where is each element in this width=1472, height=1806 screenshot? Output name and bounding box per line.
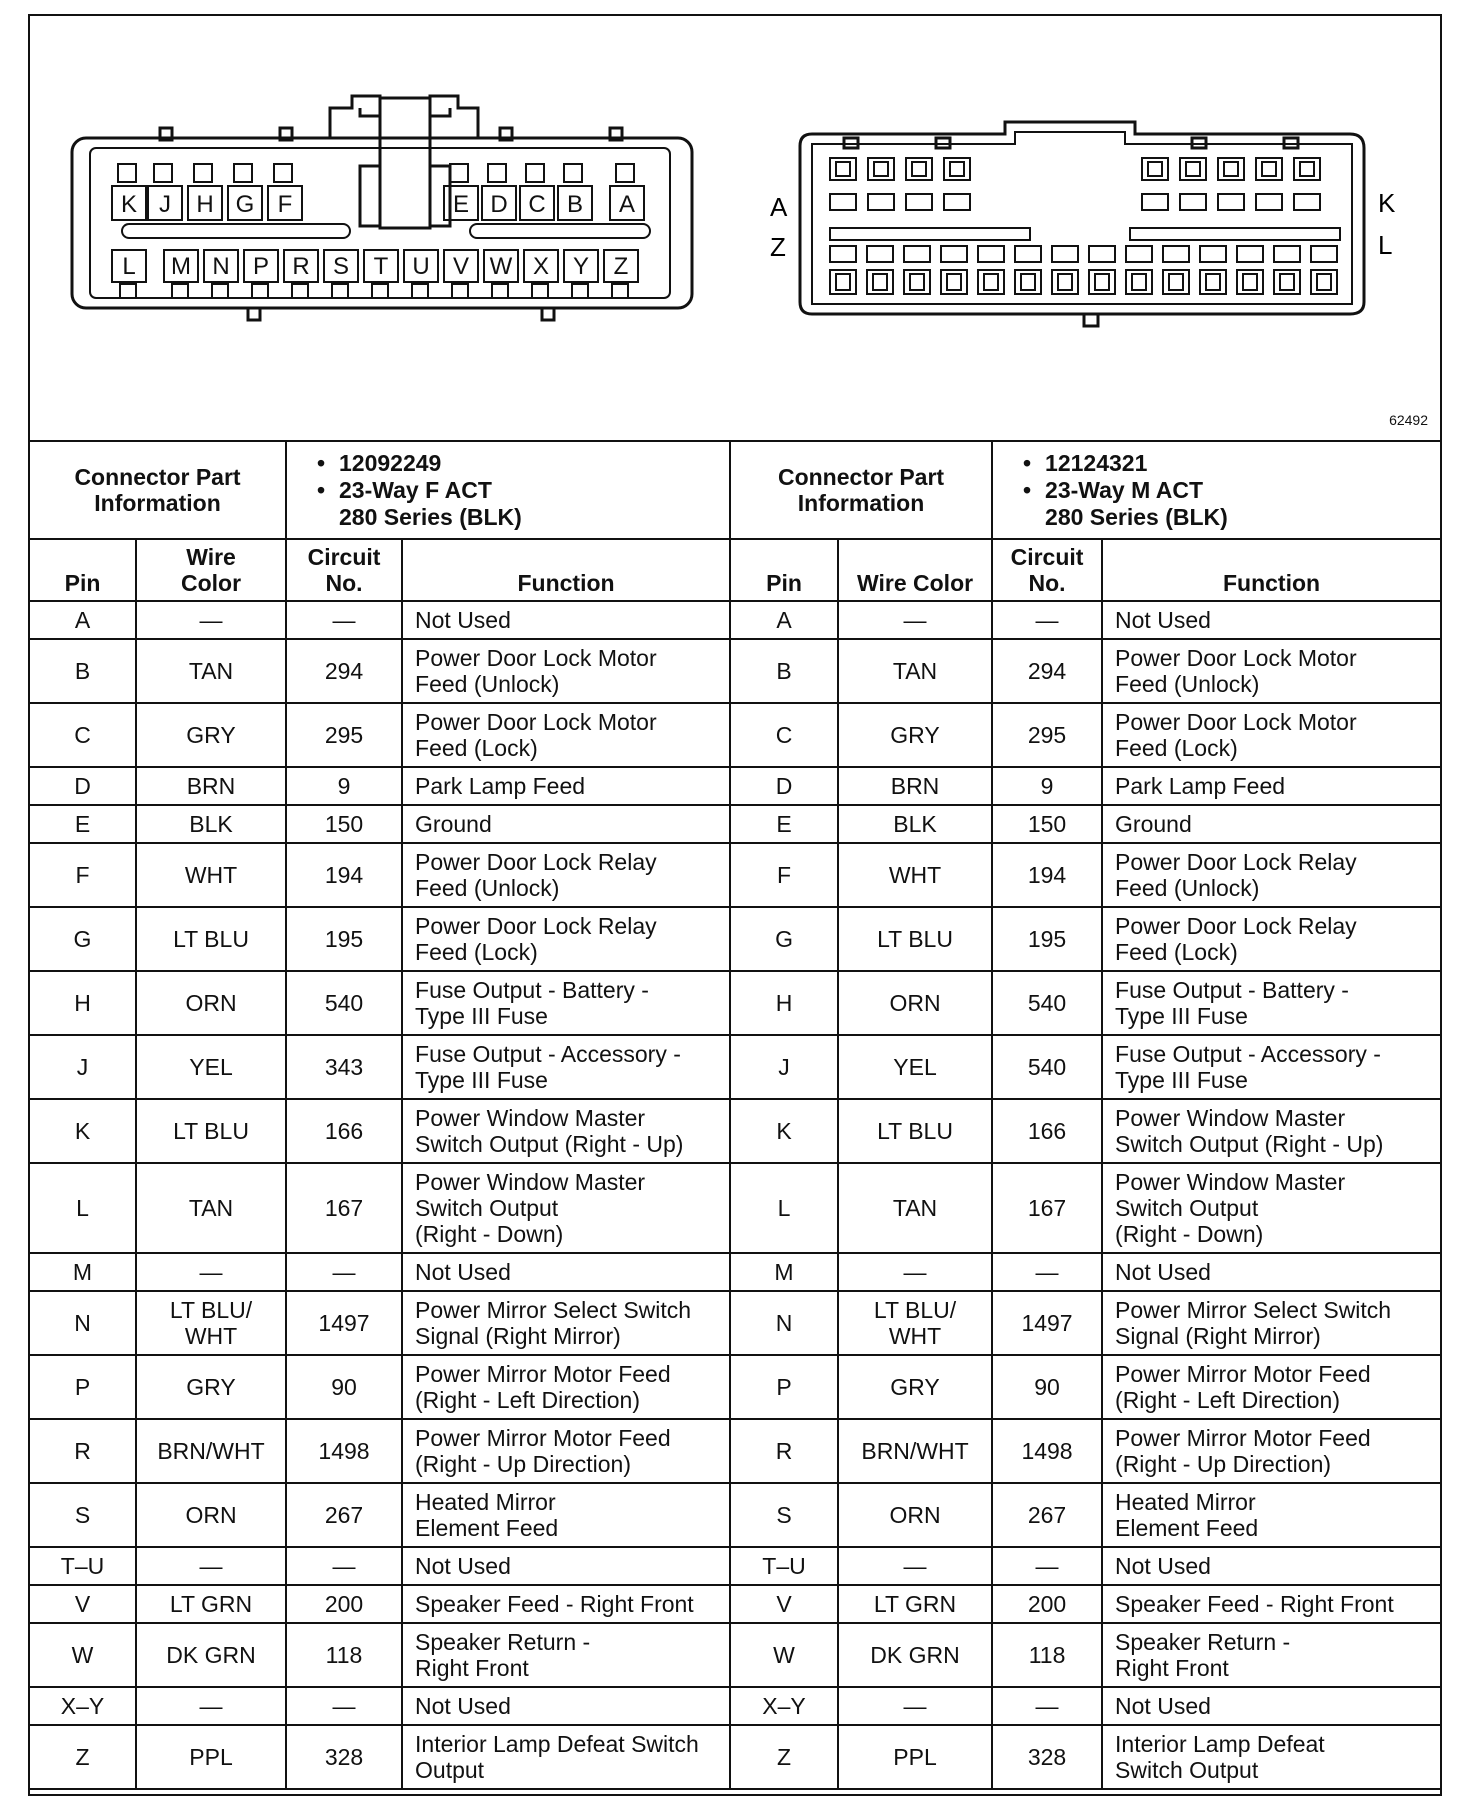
wire-color-cell: LT BLU: [838, 907, 992, 971]
left-bottom-cavity-label: S: [332, 253, 350, 280]
pin-cell: R: [30, 1419, 136, 1483]
pin-cell: B: [30, 639, 136, 703]
pin-cell: D: [30, 767, 136, 805]
wire-color-cell: LT BLU/ WHT: [136, 1291, 286, 1355]
left-bottom-cavity-label: T: [373, 253, 389, 280]
left-top-cavity-label: H: [196, 191, 214, 218]
circuit-cell: —: [286, 601, 402, 639]
pin-cell: N: [30, 1291, 136, 1355]
table-row: [30, 1355, 1440, 1419]
circuit-cell: 328: [286, 1725, 402, 1789]
left-bottom-cavity-label: U: [412, 253, 430, 280]
left-top-cavity-label: K: [120, 191, 138, 218]
wire-color-cell: —: [838, 1547, 992, 1585]
pin-cell: D: [730, 767, 838, 805]
wire-color-cell: —: [136, 1687, 286, 1725]
left-top-cavity-J: [148, 164, 182, 220]
wire-color-cell: YEL: [838, 1035, 992, 1099]
function-cell: Heated Mirror Element Feed: [402, 1483, 730, 1547]
right-top-cavity: [868, 158, 894, 210]
pin-cell: W: [730, 1623, 838, 1687]
function-cell: Power Door Lock Relay Feed (Lock): [402, 907, 730, 971]
right-connector-cavities: [830, 158, 1337, 294]
pin-cell: T–U: [30, 1547, 136, 1585]
wire-color-cell: DK GRN: [838, 1623, 992, 1687]
table-row: [30, 1419, 1440, 1483]
header-circuit-right: Circuit No.: [992, 539, 1102, 601]
circuit-cell: 9: [286, 767, 402, 805]
circuit-cell: 294: [992, 639, 1102, 703]
left-top-cavity-H: [188, 164, 222, 220]
left-top-cavity-label: J: [159, 191, 171, 218]
table-row: [30, 1291, 1440, 1355]
function-cell: Power Mirror Select Switch Signal (Right Mirror): [402, 1291, 730, 1355]
left-bottom-cavity-U: [404, 250, 438, 298]
left-connector-bottom-cavities: [112, 250, 638, 298]
left-bottom-cavity-M: [164, 250, 198, 298]
wire-color-cell: ORN: [838, 971, 992, 1035]
left-top-cavity-label: D: [490, 191, 508, 218]
left-top-cavity-label: C: [528, 191, 546, 218]
function-cell: Heated Mirror Element Feed: [1102, 1483, 1440, 1547]
left-bottom-cavity-label: P: [252, 253, 270, 280]
right-bottom-cavity: [1052, 246, 1078, 294]
left-bottom-cavity-S: [324, 250, 358, 298]
circuit-cell: 200: [992, 1585, 1102, 1623]
left-bottom-cavity-Y: [564, 250, 598, 298]
function-cell: Interior Lamp Defeat Switch Output: [1102, 1725, 1440, 1789]
function-cell: Power Door Lock Relay Feed (Lock): [1102, 907, 1440, 971]
left-top-cavity-K: [112, 164, 146, 220]
function-cell: Power Door Lock Motor Feed (Unlock): [402, 639, 730, 703]
circuit-cell: 267: [286, 1483, 402, 1547]
function-cell: Fuse Output - Battery - Type III Fuse: [1102, 971, 1440, 1035]
header-function-right: Function: [1102, 539, 1440, 601]
pin-cell: X–Y: [30, 1687, 136, 1725]
circuit-cell: —: [286, 1253, 402, 1291]
circuit-cell: —: [992, 1547, 1102, 1585]
wire-color-cell: LT BLU: [136, 907, 286, 971]
wire-color-cell: TAN: [838, 639, 992, 703]
wire-color-cell: PPL: [838, 1725, 992, 1789]
left-top-cavity-D: [482, 164, 516, 220]
circuit-cell: 118: [286, 1623, 402, 1687]
wire-color-cell: GRY: [136, 703, 286, 767]
wire-color-cell: LT BLU: [838, 1099, 992, 1163]
table-row: [30, 1253, 1440, 1291]
pin-cell: H: [730, 971, 838, 1035]
left-bottom-cavity-label: M: [171, 253, 191, 280]
left-bottom-cavity-label: X: [532, 253, 550, 280]
function-cell: Not Used: [402, 1687, 730, 1725]
pin-cell: L: [730, 1163, 838, 1253]
circuit-cell: 194: [286, 843, 402, 907]
table-row: [30, 1585, 1440, 1623]
right-bottom-cavity: [904, 246, 930, 294]
left-bottom-cavity-label: N: [212, 253, 230, 280]
pin-cell: E: [730, 805, 838, 843]
function-cell: Power Mirror Motor Feed (Right - Left Direction): [402, 1355, 730, 1419]
right-top-cavity: [1294, 158, 1320, 210]
circuit-cell: 200: [286, 1585, 402, 1623]
right-connector-label-l: L: [1378, 230, 1393, 260]
right-bottom-cavity: [1163, 246, 1189, 294]
wire-color-cell: ORN: [838, 1483, 992, 1547]
wire-color-cell: BRN/WHT: [136, 1419, 286, 1483]
right-bottom-cavity: [1126, 246, 1152, 294]
circuit-cell: 195: [992, 907, 1102, 971]
circuit-cell: —: [992, 1687, 1102, 1725]
table-row: [30, 971, 1440, 1035]
function-cell: Power Mirror Motor Feed (Right - Up Direction): [1102, 1419, 1440, 1483]
left-top-cavity-A: [610, 164, 644, 220]
wire-color-cell: LT GRN: [838, 1585, 992, 1623]
pin-rows: [30, 601, 1440, 1789]
table-row: [30, 1483, 1440, 1547]
pin-cell: A: [730, 601, 838, 639]
wire-color-cell: LT BLU/ WHT: [838, 1291, 992, 1355]
circuit-cell: 167: [286, 1163, 402, 1253]
wire-color-cell: —: [838, 1687, 992, 1725]
circuit-cell: 90: [286, 1355, 402, 1419]
left-bottom-cavity-V: [444, 250, 478, 298]
circuit-cell: 167: [992, 1163, 1102, 1253]
left-bottom-cavity-label: R: [292, 253, 310, 280]
pin-cell: P: [730, 1355, 838, 1419]
wire-color-cell: BRN: [838, 767, 992, 805]
wire-color-cell: —: [838, 601, 992, 639]
pin-cell: L: [30, 1163, 136, 1253]
table-row: [30, 843, 1440, 907]
function-cell: Fuse Output - Accessory - Type III Fuse: [402, 1035, 730, 1099]
pin-cell: N: [730, 1291, 838, 1355]
left-top-cavity-label: B: [566, 191, 584, 218]
function-cell: Power Door Lock Motor Feed (Unlock): [1102, 639, 1440, 703]
pin-cell: V: [30, 1585, 136, 1623]
left-top-cavity-C: [520, 164, 554, 220]
left-top-cavity-F: [268, 164, 302, 220]
circuit-cell: 540: [992, 1035, 1102, 1099]
left-top-cavity-G: [228, 164, 262, 220]
pin-cell: M: [730, 1253, 838, 1291]
left-bottom-cavity-R: [284, 250, 318, 298]
right-top-cavity: [1256, 158, 1282, 210]
wire-color-cell: LT BLU: [136, 1099, 286, 1163]
pin-cell: F: [730, 843, 838, 907]
function-cell: Speaker Return - Right Front: [1102, 1623, 1440, 1687]
right-bottom-cavity: [1237, 246, 1263, 294]
pin-cell: T–U: [730, 1547, 838, 1585]
pin-cell: K: [730, 1099, 838, 1163]
function-cell: Power Window Master Switch Output (Right - Down): [402, 1163, 730, 1253]
pin-cell: X–Y: [730, 1687, 838, 1725]
circuit-cell: 1498: [992, 1419, 1102, 1483]
table-row: [30, 907, 1440, 971]
circuit-cell: —: [286, 1687, 402, 1725]
left-bottom-cavity-L: [112, 250, 146, 298]
function-cell: Power Mirror Motor Feed (Right - Up Direction): [402, 1419, 730, 1483]
right-bottom-cavity: [1089, 246, 1115, 294]
circuit-cell: 295: [992, 703, 1102, 767]
circuit-cell: 90: [992, 1355, 1102, 1419]
connector-part-info-right: • 12124321 • 23-Way M ACT 280 Series (BLK): [992, 441, 1440, 539]
circuit-cell: 1497: [286, 1291, 402, 1355]
circuit-cell: 150: [992, 805, 1102, 843]
function-cell: Park Lamp Feed: [1102, 767, 1440, 805]
wire-color-cell: TAN: [136, 1163, 286, 1253]
pin-cell: Z: [30, 1725, 136, 1789]
circuit-cell: 1497: [992, 1291, 1102, 1355]
right-connector-label-a: A: [770, 192, 788, 222]
function-cell: Ground: [1102, 805, 1440, 843]
diagram-frame: [28, 14, 1442, 1796]
table-row: [30, 1163, 1440, 1253]
function-cell: Park Lamp Feed: [402, 767, 730, 805]
left-connector-top-cavities: [112, 164, 644, 220]
wire-color-cell: YEL: [136, 1035, 286, 1099]
right-bottom-cavity: [978, 246, 1004, 294]
wire-color-cell: —: [838, 1253, 992, 1291]
wire-color-cell: BLK: [838, 805, 992, 843]
right-bottom-cavity: [867, 246, 893, 294]
wire-color-cell: TAN: [136, 639, 286, 703]
table-row: [30, 1099, 1440, 1163]
left-top-cavity-label: A: [618, 191, 636, 218]
function-cell: Not Used: [402, 601, 730, 639]
left-top-cavity-label: E: [452, 191, 470, 218]
left-bottom-cavity-label: V: [452, 253, 470, 280]
function-cell: Power Door Lock Motor Feed (Lock): [1102, 703, 1440, 767]
pin-cell: M: [30, 1253, 136, 1291]
function-cell: Fuse Output - Accessory - Type III Fuse: [1102, 1035, 1440, 1099]
left-bottom-cavity-Z: [604, 250, 638, 298]
pin-cell: Z: [730, 1725, 838, 1789]
function-cell: Power Window Master Switch Output (Right - Down): [1102, 1163, 1440, 1253]
circuit-cell: 328: [992, 1725, 1102, 1789]
header-wire-color-left: Wire Color: [136, 539, 286, 601]
table-row: [30, 1547, 1440, 1585]
right-top-cavity: [1180, 158, 1206, 210]
table-row: [30, 703, 1440, 767]
wire-color-cell: GRY: [838, 1355, 992, 1419]
circuit-cell: 118: [992, 1623, 1102, 1687]
pin-cell: B: [730, 639, 838, 703]
function-cell: Not Used: [1102, 1687, 1440, 1725]
left-bottom-cavity-label: W: [489, 253, 513, 280]
circuit-cell: 540: [286, 971, 402, 1035]
pinout-table: [30, 440, 1440, 1790]
right-connector-label-z: Z: [770, 232, 786, 262]
function-cell: Power Window Master Switch Output (Right - Up): [1102, 1099, 1440, 1163]
connector-info-row: [30, 441, 1440, 539]
wire-color-cell: —: [136, 1253, 286, 1291]
wire-color-cell: LT GRN: [136, 1585, 286, 1623]
wire-color-cell: TAN: [838, 1163, 992, 1253]
right-bottom-cavity: [1015, 246, 1041, 294]
function-cell: Not Used: [1102, 1547, 1440, 1585]
left-bottom-cavity-label: Y: [572, 253, 590, 280]
pin-cell: W: [30, 1623, 136, 1687]
pin-cell: P: [30, 1355, 136, 1419]
wire-color-cell: BLK: [136, 805, 286, 843]
function-cell: Power Door Lock Relay Feed (Unlock): [402, 843, 730, 907]
connector-diagram-area: [30, 16, 1440, 442]
function-cell: Fuse Output - Battery - Type III Fuse: [402, 971, 730, 1035]
circuit-cell: 1498: [286, 1419, 402, 1483]
function-cell: Power Door Lock Relay Feed (Unlock): [1102, 843, 1440, 907]
pin-cell: H: [30, 971, 136, 1035]
table-header-row: [30, 539, 1440, 601]
wire-color-cell: ORN: [136, 1483, 286, 1547]
right-bottom-cavity: [830, 246, 856, 294]
circuit-cell: —: [286, 1547, 402, 1585]
wire-color-cell: BRN/WHT: [838, 1419, 992, 1483]
right-top-cavity: [1142, 158, 1168, 210]
left-top-cavity-B: [558, 164, 592, 220]
left-bottom-cavity-W: [484, 250, 518, 298]
wire-color-cell: GRY: [838, 703, 992, 767]
right-bottom-cavity: [1274, 246, 1300, 294]
table-row: [30, 1623, 1440, 1687]
right-top-cavity: [830, 158, 856, 210]
table-row: [30, 639, 1440, 703]
connector-part-info-label-right: Connector Part Information: [730, 441, 992, 539]
pin-cell: J: [30, 1035, 136, 1099]
figure-id: 62492: [1389, 412, 1428, 428]
function-cell: Interior Lamp Defeat Switch Output: [402, 1725, 730, 1789]
pin-cell: J: [730, 1035, 838, 1099]
wire-color-cell: ORN: [136, 971, 286, 1035]
connector-part-info-left: • 12092249 • 23-Way F ACT 280 Series (BLK): [286, 441, 730, 539]
table-row: [30, 1687, 1440, 1725]
circuit-cell: 294: [286, 639, 402, 703]
right-bottom-cavity: [1200, 246, 1226, 294]
header-circuit-left: Circuit No.: [286, 539, 402, 601]
left-bottom-cavity-N: [204, 250, 238, 298]
circuit-cell: 343: [286, 1035, 402, 1099]
table-row: [30, 1725, 1440, 1789]
circuit-cell: —: [992, 1253, 1102, 1291]
right-top-cavity: [1218, 158, 1244, 210]
function-cell: Power Window Master Switch Output (Right - Up): [402, 1099, 730, 1163]
right-connector-face: [800, 122, 1364, 326]
right-bottom-cavity: [941, 246, 967, 294]
left-bottom-cavity-T: [364, 250, 398, 298]
right-connector-label-k: K: [1378, 188, 1396, 218]
left-bottom-cavity-label: Z: [613, 253, 629, 280]
right-top-cavity: [906, 158, 932, 210]
circuit-cell: 9: [992, 767, 1102, 805]
wire-color-cell: WHT: [136, 843, 286, 907]
pin-cell: K: [30, 1099, 136, 1163]
function-cell: Speaker Feed - Right Front: [1102, 1585, 1440, 1623]
function-cell: Speaker Feed - Right Front: [402, 1585, 730, 1623]
connector-part-info-label-left: Connector Part Information: [30, 441, 286, 539]
pin-cell: R: [730, 1419, 838, 1483]
left-bottom-cavity-P: [244, 250, 278, 298]
pin-cell: F: [30, 843, 136, 907]
circuit-cell: 194: [992, 843, 1102, 907]
pin-cell: G: [30, 907, 136, 971]
pin-cell: S: [730, 1483, 838, 1547]
wire-color-cell: DK GRN: [136, 1623, 286, 1687]
function-cell: Not Used: [402, 1547, 730, 1585]
pin-cell: V: [730, 1585, 838, 1623]
pin-cell: S: [30, 1483, 136, 1547]
wire-color-cell: BRN: [136, 767, 286, 805]
circuit-cell: 150: [286, 805, 402, 843]
header-pin-left: Pin: [30, 539, 136, 601]
circuit-cell: 267: [992, 1483, 1102, 1547]
function-cell: Not Used: [1102, 601, 1440, 639]
right-bottom-cavity: [1311, 246, 1337, 294]
wire-color-cell: GRY: [136, 1355, 286, 1419]
function-cell: Ground: [402, 805, 730, 843]
circuit-cell: —: [992, 601, 1102, 639]
header-pin-right: Pin: [730, 539, 838, 601]
right-top-cavity: [944, 158, 970, 210]
function-cell: Power Door Lock Motor Feed (Lock): [402, 703, 730, 767]
wire-color-cell: WHT: [838, 843, 992, 907]
header-wire-color-right: Wire Color: [838, 539, 992, 601]
header-function-left: Function: [402, 539, 730, 601]
circuit-cell: 166: [286, 1099, 402, 1163]
left-bottom-cavity-label: L: [122, 253, 136, 280]
pin-cell: A: [30, 601, 136, 639]
wire-color-cell: —: [136, 601, 286, 639]
pin-cell: C: [730, 703, 838, 767]
circuit-cell: 195: [286, 907, 402, 971]
left-bottom-cavity-X: [524, 250, 558, 298]
table-row: [30, 805, 1440, 843]
table-row: [30, 1035, 1440, 1099]
table-row: [30, 767, 1440, 805]
function-cell: Power Mirror Motor Feed (Right - Left Direction): [1102, 1355, 1440, 1419]
pin-cell: G: [730, 907, 838, 971]
function-cell: Power Mirror Select Switch Signal (Right Mirror): [1102, 1291, 1440, 1355]
function-cell: Not Used: [402, 1253, 730, 1291]
pin-cell: E: [30, 805, 136, 843]
table-row: [30, 601, 1440, 639]
circuit-cell: 295: [286, 703, 402, 767]
function-cell: Speaker Return - Right Front: [402, 1623, 730, 1687]
wire-color-cell: PPL: [136, 1725, 286, 1789]
left-top-cavity-label: G: [235, 191, 255, 218]
pin-cell: C: [30, 703, 136, 767]
connector-face-views: [30, 16, 1440, 440]
circuit-cell: 166: [992, 1099, 1102, 1163]
wire-color-cell: —: [136, 1547, 286, 1585]
circuit-cell: 540: [992, 971, 1102, 1035]
left-top-cavity-label: F: [277, 191, 293, 218]
function-cell: Not Used: [1102, 1253, 1440, 1291]
